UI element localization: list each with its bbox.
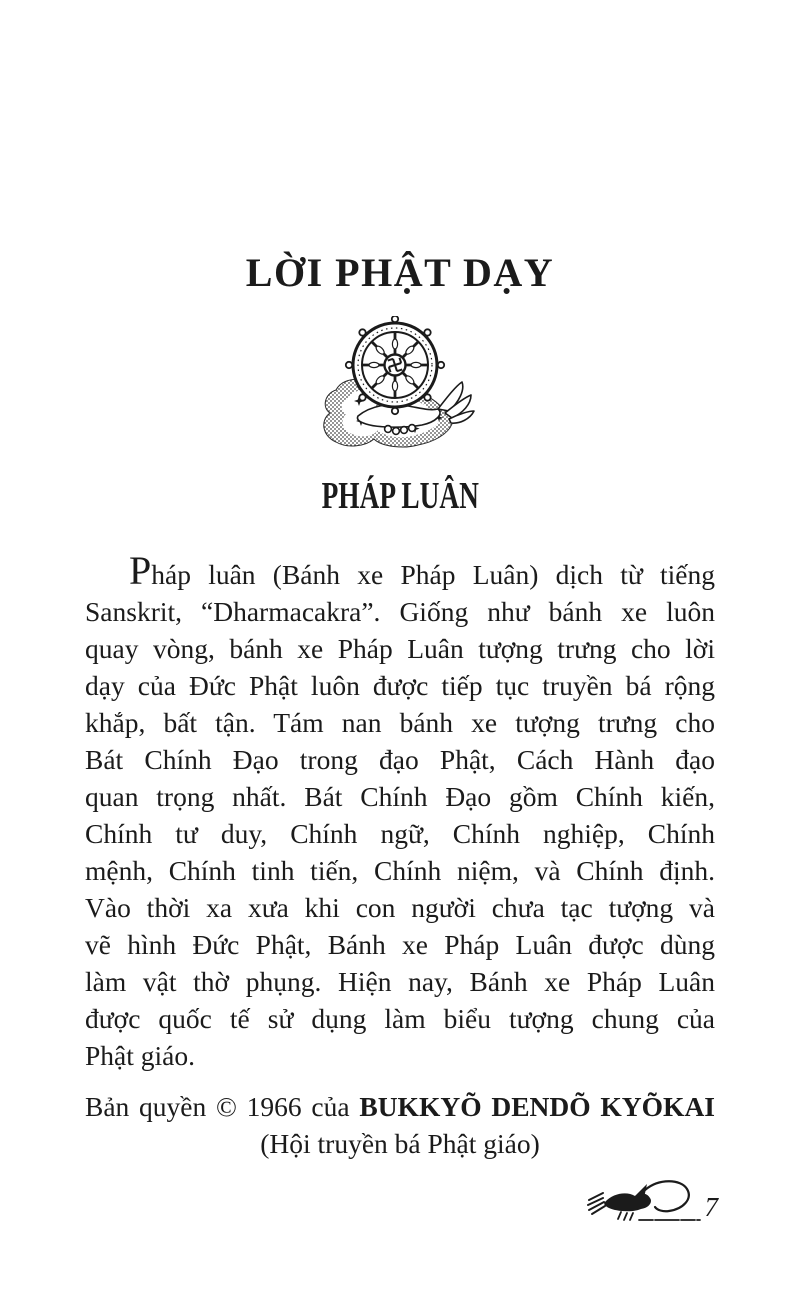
page-title: LỜI PHẬT DẠY: [245, 250, 555, 295]
paragraph-line: được quốc tế sử dụng làm biểu tượng chung của: [85, 1003, 715, 1034]
paragraph-line: làm vật thờ phụng. Hiện nay, Bánh xe Pháp Luân: [85, 966, 715, 997]
page-footer: [0, 1178, 800, 1226]
paragraph-line: vẽ hình Đức Phật, Bánh xe Pháp Luân được dùng: [85, 929, 715, 960]
copyright-organization: BUKKYÕ DENDÕ KYÕKAI: [359, 1091, 716, 1122]
paragraph-line: Phật giáo.: [85, 1040, 195, 1071]
paragraph-line: quan trọng nhất. Bát Chính Đạo gồm Chính kiến,: [85, 781, 715, 812]
paragraph-line: mệnh, Chính tinh tiến, Chính niệm, và Chính định.: [85, 855, 715, 886]
paragraph-line: Sanskrit, “Dharmacakra”. Giống như bánh xe luôn: [85, 596, 715, 627]
section-heading-wrap: [0, 474, 800, 520]
dharma-wheel-icon: [318, 316, 482, 456]
bird-ornament-icon: [587, 1178, 702, 1226]
initial-capital: P: [129, 548, 152, 593]
paragraph-line: Vào thời xa xưa khi con người chưa tạc tượng và: [85, 892, 715, 923]
paragraph-line: Bát Chính Đạo trong đạo Phật, Cách Hành đạo: [85, 744, 715, 775]
paragraph-line: quay vòng, bánh xe Pháp Luân tượng trưng cho lời: [85, 633, 715, 664]
paragraph-line: Chính tư duy, Chính ngữ, Chính nghiệp, Chính: [85, 818, 715, 849]
copyright-line: [85, 1088, 715, 1125]
illustration-container: [0, 316, 800, 456]
wheel: [346, 316, 444, 414]
paragraph-line: [85, 548, 715, 593]
paragraph-line: khắp, bất tận. Tám nan bánh xe tượng trưng cho: [85, 707, 715, 738]
copyright-prefix: Bản quyền © 1966 của: [85, 1091, 350, 1122]
section-heading: PHÁP LUÂN: [321, 475, 479, 517]
page-number: 7: [704, 1192, 718, 1222]
paragraph-line: dạy của Đức Phật luôn được tiếp tục truyền bá rộng: [85, 670, 715, 701]
body-paragraph: [85, 548, 715, 1074]
paragraph-line-text: háp luân (Bánh xe Pháp Luân) dịch từ tiếng: [151, 559, 715, 590]
copyright-subtitle: (Hội truyền bá Phật giáo): [260, 1128, 540, 1159]
